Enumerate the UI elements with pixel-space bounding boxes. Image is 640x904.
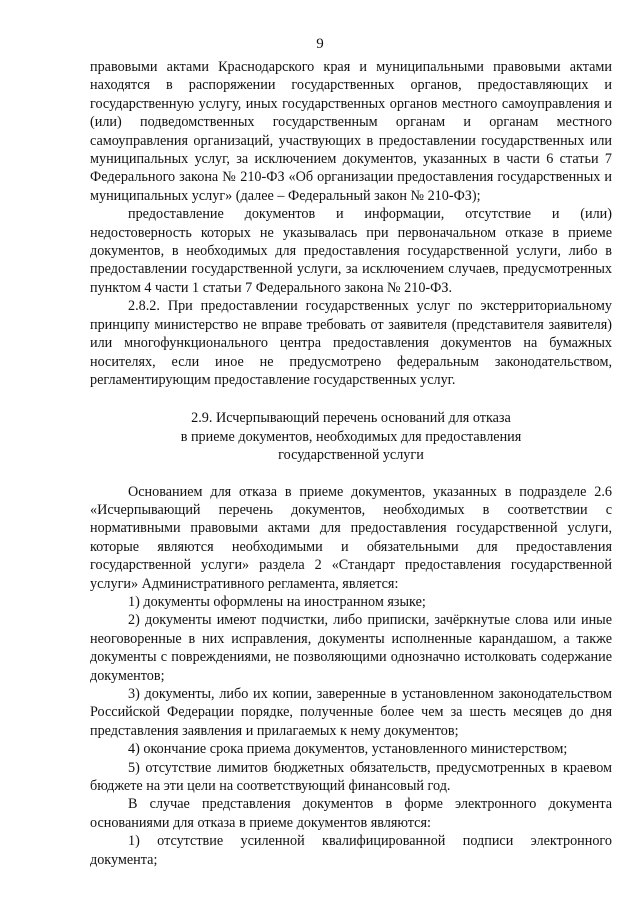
paragraph: Основанием для отказа в приеме документов, указанных в подразделе 2.6 «Исчерпывающий перечень документов, необходимых в соответствии с нормативными правовыми актами для предоставления государственной услуги, которые являются необходимыми и обязательными для предоставления государственной услуги» раздела 2 «Стандарт предоставления государственной услуги» Административного регламента, является: xyxy=(90,483,612,592)
list-item: 5) отсутствие лимитов бюджетных обязательств, предусмотренных в краевом бюджете на эти цели на соответствующий финансовый год. xyxy=(90,759,612,795)
paragraph: предоставление документов и информации, отсутствие и (или) недостоверность которых не указывалась при первоначальном отказе в приеме документов, в необходимых для предоставления государственной услуги, либо в предоставлении государственной услуги, за исключением случаев, предусмотренных пунктом 4 части 1 статьи 7 Федерального закона № 210-ФЗ. xyxy=(90,206,612,296)
list-item: 1) документы оформлены на иностранном языке; xyxy=(128,593,426,610)
paragraph: правовыми актами Краснодарского края и муниципальными правовыми актами находятся в распоряжении государственных органов, предоставляющих и государственную услугу, иных государственных органов местного самоуправления и (или) подведомственных государственным органам и органам местного самоуправления организаций, участвующих в предоставлении государственных или муниципальных услуг, за исключением документов, указанных в части 6 статьи 7 Федерального закона № 210-ФЗ «Об организации предоставления государственных и муниципальных услуг» (далее – Федеральный закон № 210-ФЗ); xyxy=(90,59,612,204)
section-heading-line: 2.9. Исчерпывающий перечень оснований для отказа xyxy=(191,410,511,427)
section-heading-line: в приеме документов, необходимых для предоставления xyxy=(180,428,522,445)
list-item: 1) отсутствие усиленной квалифицированной подписи электронного документа; xyxy=(90,833,612,868)
section-heading xyxy=(90,409,612,464)
document-body xyxy=(90,58,612,869)
list-item: 4) окончание срока приема документов, установленного министерством; xyxy=(128,741,568,758)
section-heading-line: государственной услуги xyxy=(278,447,424,464)
list-item: 3) документы, либо их копии, заверенные в установленном законодательством Российской Федерации порядке, полученные более чем за шесть месяцев до дня представления заявления и прилагаемых к нему документов; xyxy=(90,686,612,739)
paragraph: 2.8.2. При предоставлении государственных услуг по экстерриториальному принципу министерство не вправе требовать от заявителя (представителя заявителя) или многофункционального центра предоставления документов на бумажных носителях, если иное не предусмотрено федеральным законодательством, регламентирующим предоставление государственных услуг. xyxy=(90,298,612,388)
page-number: 9 xyxy=(316,36,324,52)
paragraph: В случае представления документов в форме электронного документа основаниями для отказа в приеме документов являются: xyxy=(90,796,612,831)
list-item: 2) документы имеют подчистки, либо приписки, зачёркнутые слова или иные неоговоренные в них исправления, документы исполненные карандашом, а также документы с повреждениями, не позволяющими однозначно истолковать содержание документов; xyxy=(90,612,612,684)
